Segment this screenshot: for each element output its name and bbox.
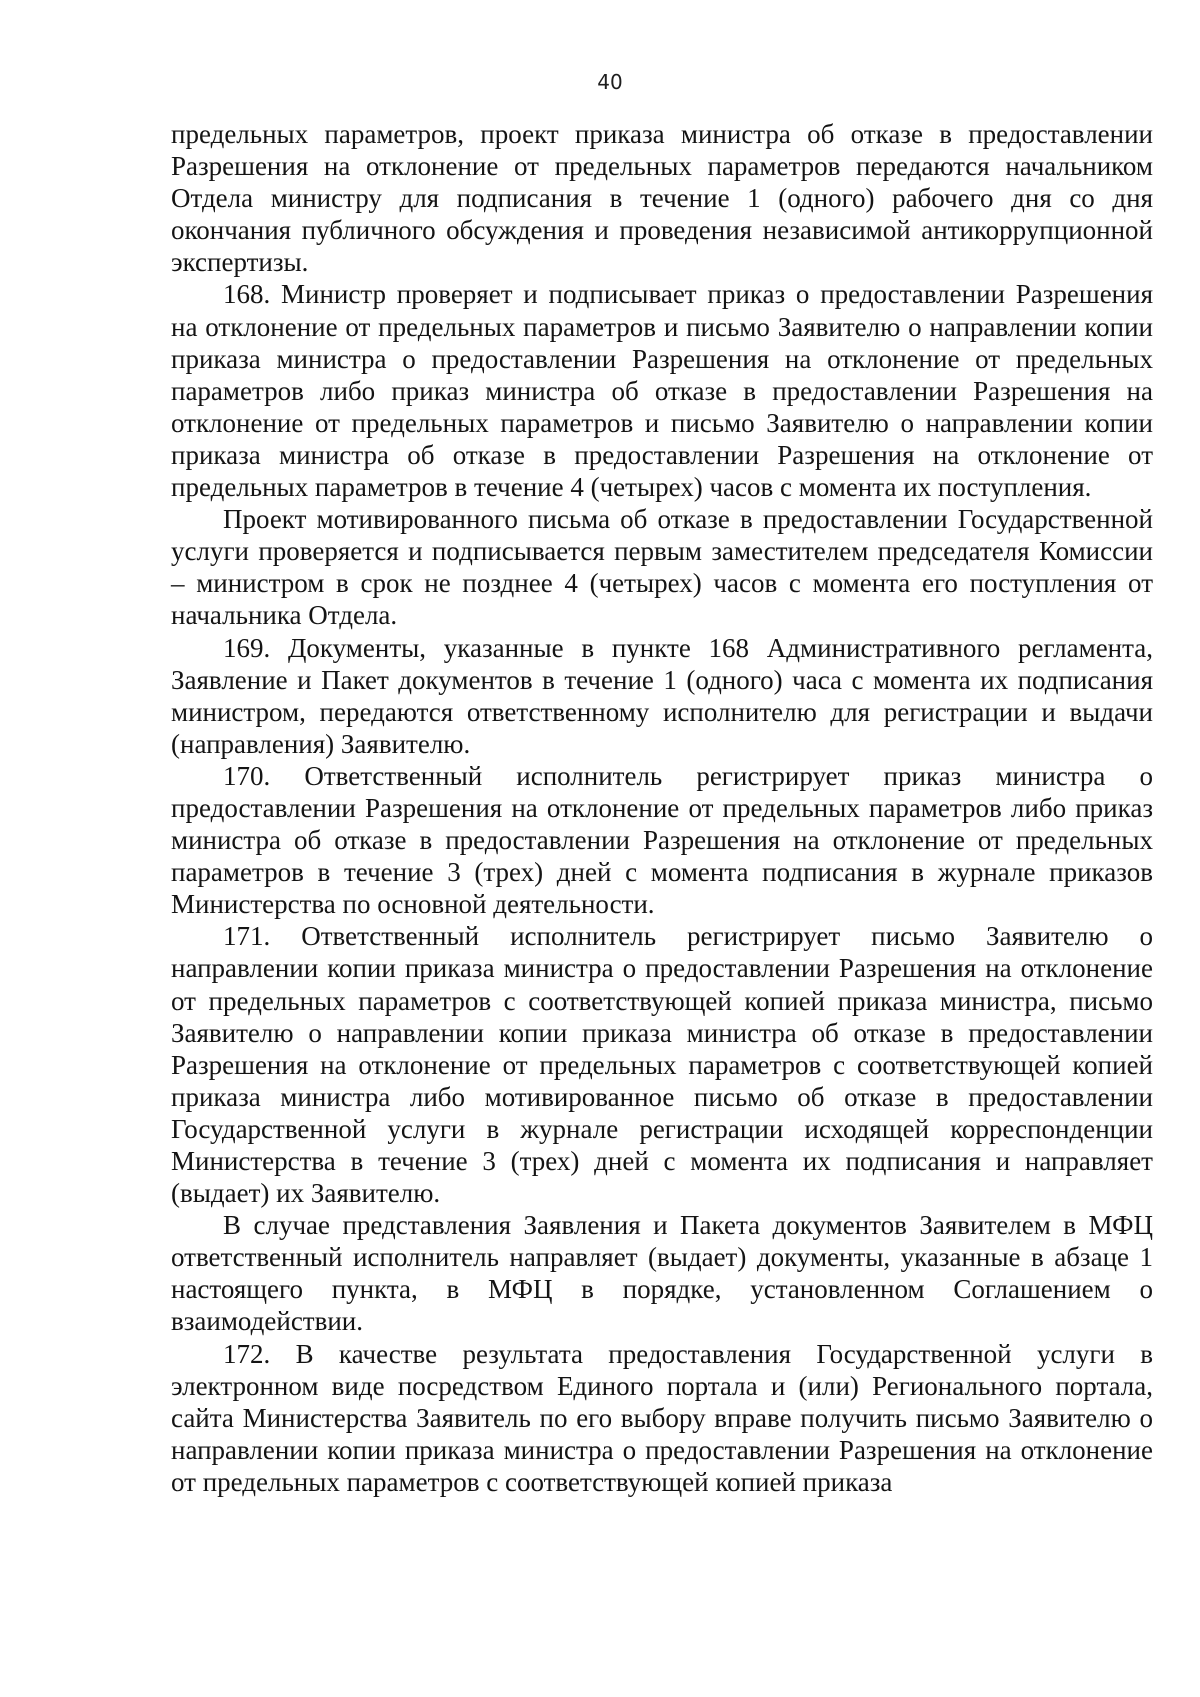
paragraph-continuation: предельных параметров, проект приказа министра об отказе в предоставлении Разрешения на отклонение от предельных параметров передаются начальником Отдела министру для подписания в течение 1 (одного) рабочего дня со дня окончания публичного обсуждения и проведения независимой антикоррупционной экспертизы. [171,119,1153,278]
paragraph-171-mfc: В случае представления Заявления и Пакета документов Заявителем в МФЦ ответственный исполнитель направляет (выдает) документы, указанные в абзаце 1 настоящего пункта, в МФЦ в порядке, установленном Соглашением о взаимодействии. [171,1210,1153,1337]
paragraph-168-draft-letter: Проект мотивированного письма об отказе в предоставлении Государственной услуги проверяется и подписывается первым заместителем председателя Комиссии – министром в срок не позднее 4 (четырех) часов с момента его поступления от начальника Отдела. [171,504,1153,631]
paragraph-168: 168. Министр проверяет и подписывает приказ о предоставлении Разрешения на отклонение от предельных параметров и письмо Заявителю о направлении копии приказа министра о предоставлении Разрешения на отклонение от предельных параметров либо приказ министра об отказе в предоставлении Разрешения на отклонение от предельных параметров и письмо Заявителю о направлении копии приказа министра об отказе в предоставлении Разрешения на отклонение от предельных параметров в течение 4 (четырех) часов с момента их поступления. [171,279,1153,503]
paragraph-169: 169. Документы, указанные в пункте 168 Административного регламента, Заявление и Пакет документов в течение 1 (одного) часа с момента их подписания министром, передаются ответственному исполнителю для регистрации и выдачи (направления) Заявителю. [171,632,1153,759]
paragraph-171: 171. Ответственный исполнитель регистрирует письмо Заявителю о направлении копии приказа министра о предоставлении Разрешения на отклонение от предельных параметров с соответствующей копией приказа министра, письмо Заявителю о направлении копии приказа министра об отказе в предоставлении Разрешения на отклонение от предельных параметров с соответствующей копией приказа министра либо мотивированное письмо об отказе в предоставлении Государственной услуги в журнале регистрации исходящей корреспонденции Министерства в течение 3 (трех) дней с момента их подписания и направляет (выдает) их Заявителю. [171,921,1153,1209]
paragraph-172: 172. В качестве результата предоставления Государственной услуги в электронном виде посредством Единого портала и (или) Регионального портала, сайта Министерства Заявитель по его выбору вправе получить письмо Заявителю о направлении копии приказа министра о предоставлении Разрешения на отклонение от предельных параметров с соответствующей копией приказа [171,1338,1153,1497]
paragraph-170: 170. Ответственный исполнитель регистрирует приказ министра о предоставлении Разрешения на отклонение от предельных параметров либо приказ министра об отказе в предоставлении Разрешения на отклонение от предельных параметров в течение 3 (трех) дней с момента подписания в журнале приказов Министерства по основной деятельности. [171,760,1153,920]
document-body [171,118,1153,1498]
page-number: 40 [597,70,623,94]
